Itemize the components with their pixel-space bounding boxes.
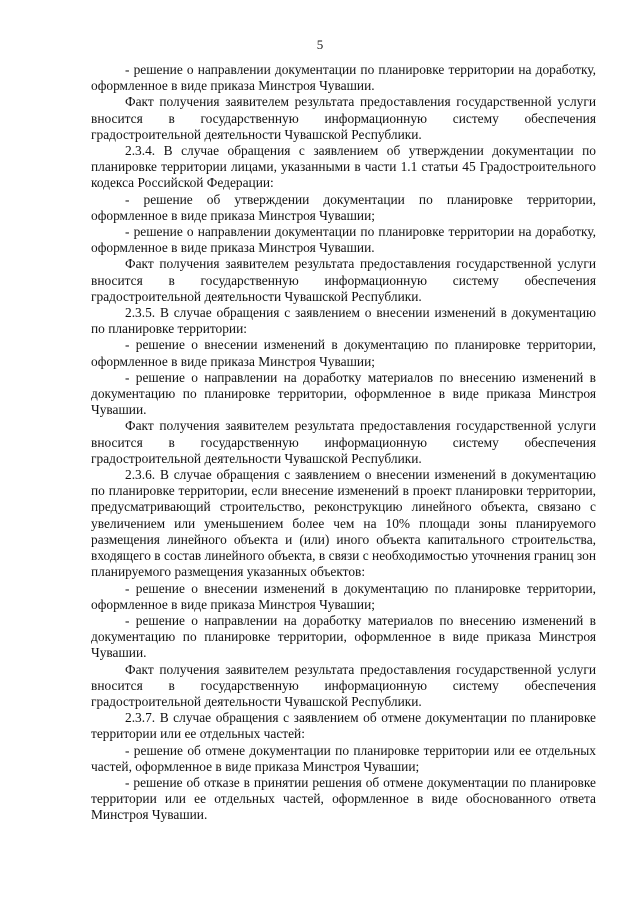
paragraph: - решение об отмене документации по планировке территории или ее отдельных частей, оформленное в виде приказа Минстроя Чувашии;	[91, 742, 596, 774]
paragraph: Факт получения заявителем результата предоставления государственной услуги вносится в государственную информационную систему обеспечения градостроительной деятельности Чувашской Республики.	[91, 661, 596, 709]
paragraph: Факт получения заявителем результата предоставления государственной услуги вносится в государственную информационную систему обеспечения градостроительной деятельности Чувашской Республики.	[91, 256, 596, 304]
paragraph: - решение о направлении документации по планировке территории на доработку, оформленное в виде приказа Минстроя Чувашии.	[91, 224, 596, 256]
paragraph: 2.3.4. В случае обращения с заявлением об утверждении документации по планировке территории лицами, указанными в части 1.1 статьи 45 Градостроительного кодекса Российской Федерации:	[91, 143, 596, 191]
page-number: 5	[316, 37, 324, 52]
paragraph: - решение о внесении изменений в документацию по планировке территории, оформленное в виде приказа Минстроя Чувашии;	[91, 337, 596, 369]
paragraph: 2.3.5. В случае обращения с заявлением о внесении изменений в документацию по планировке территории:	[91, 305, 596, 337]
paragraph: - решение об утверждении документации по планировке территории, оформленное в виде приказа Минстроя Чувашии;	[91, 191, 596, 223]
paragraph: 2.3.6. В случае обращения с заявлением о внесении изменений в документацию по планировке территории, если внесение изменений в проект планировки территории, предусматривающий строительство, реконструкцию линейного объекта, связано с увеличением или уменьшением более чем на 10% площади зоны планируемого размещения линейного объекта и (или) иного объекта капитального строительства, входящего в состав линейного объекта, в связи с необходимостью уточнения границ зон планируемого размещения указанных объектов:	[91, 467, 596, 580]
paragraph: - решение о направлении документации по планировке территории на доработку, оформленное в виде приказа Минстроя Чувашии.	[91, 62, 596, 94]
document-body	[91, 62, 596, 824]
paragraph: Факт получения заявителем результата предоставления государственной услуги вносится в государственную информационную систему обеспечения градостроительной деятельности Чувашской Республики.	[91, 418, 596, 466]
paragraph: 2.3.7. В случае обращения с заявлением об отмене документации по планировке территории или ее отдельных частей:	[91, 710, 596, 742]
paragraph: - решение о направлении на доработку материалов по внесению изменений в документацию по планировке территории, оформленное в виде приказа Минстроя Чувашии.	[91, 612, 596, 661]
paragraph: Факт получения заявителем результата предоставления государственной услуги вносится в государственную информационную систему обеспечения градостроительной деятельности Чувашской Республики.	[91, 94, 596, 142]
paragraph: - решение об отказе в принятии решения об отмене документации по планировке территории или ее отдельных частей, оформленное в виде обоснованного ответа Минстроя Чувашии.	[91, 774, 596, 823]
paragraph: - решение о направлении на доработку материалов по внесению изменений в документацию по планировке территории, оформленное в виде приказа Минстроя Чувашии.	[91, 369, 596, 418]
paragraph: - решение о внесении изменений в документацию по планировке территории, оформленное в виде приказа Минстроя Чувашии;	[91, 580, 596, 612]
